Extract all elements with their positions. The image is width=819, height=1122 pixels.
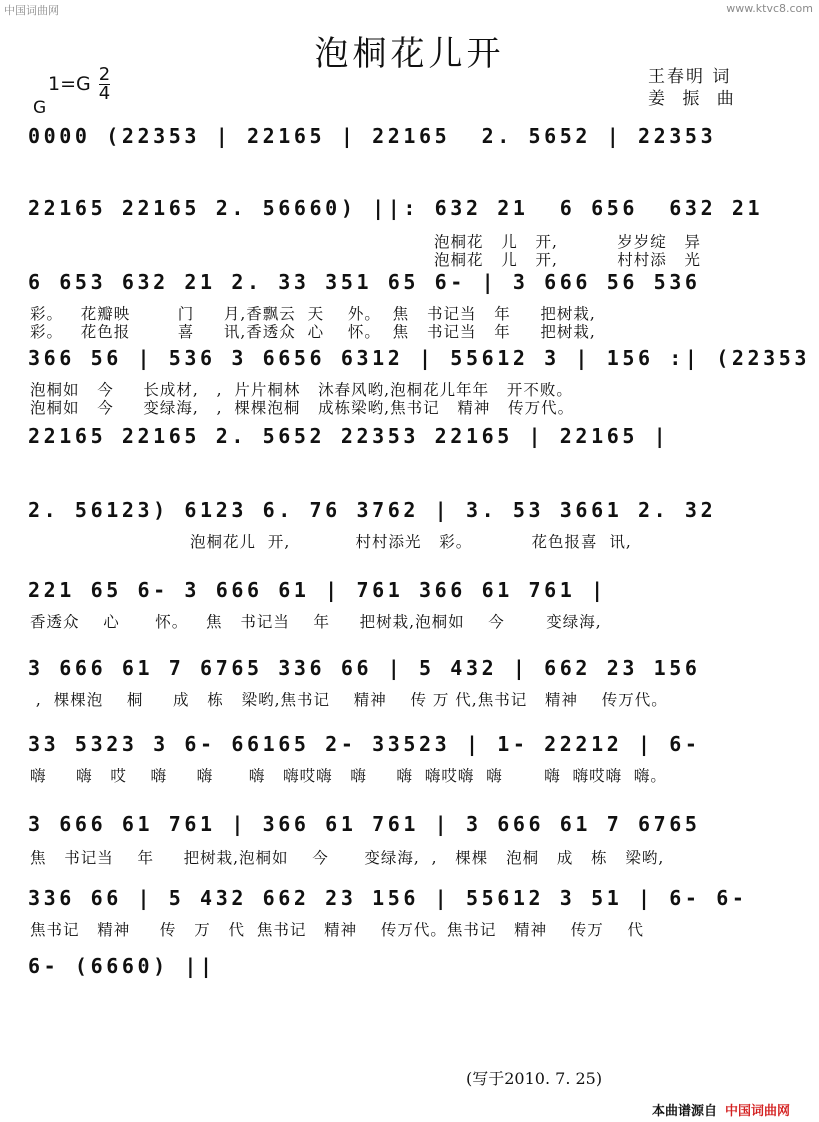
lyric-line: 泡桐如 今 变绿海, , 棵棵泡桐 成栋梁哟,焦书记 精神 传万代。: [30, 399, 575, 417]
score-row-6: 2. 56123) 6123 6. 76 3762 | 3. 53 3661 2. 32: [28, 498, 717, 522]
score-row-11: 336 66 | 5 432 662 23 156 | 55612 3 51 | 6- 6-: [28, 886, 748, 910]
lyric-line: , 棵棵泡 桐 成 栋 梁哟,焦书记 精神 传 万 代,焦书记 精神 传万代。: [30, 691, 668, 709]
score-row-9: 33 5323 3 6- 66165 2- 33523 | 1- 22212 | 6-: [28, 732, 701, 756]
score-row-12: 6- (6660) ||: [28, 954, 216, 978]
footer-source: [652, 1100, 790, 1119]
score-row-8: 3 666 61 7 6765 336 66 | 5 432 | 662 23 156: [28, 656, 701, 680]
score-row-4: 366 56 | 536 3 6656 6312 | 55612 3 | 156 :| (22353: [28, 346, 811, 370]
site-watermark-left: 中国词曲网: [4, 4, 59, 17]
key-label: 1=G: [48, 73, 91, 95]
lyric-line: 彩。 花色报 喜 讯,香透众 心 怀。 焦 书记当 年 把树栽,: [30, 323, 596, 341]
date-written: (写于2010. 7. 25): [466, 1069, 603, 1088]
score-row-5: 22165 22165 2. 5652 22353 22165 | 22165 |: [28, 424, 670, 448]
lyric-line: 焦 书记当 年 把树栽,泡桐如 今 变绿海, , 棵棵 泡桐 成 栋 梁哟,: [30, 849, 665, 867]
time-denominator: 4: [98, 83, 111, 104]
time-signature: [99, 66, 110, 103]
footer-label: 本曲谱源自: [652, 1104, 718, 1119]
lyricist-credit: 王春明 词: [648, 67, 732, 87]
score-row-10: 3 666 61 761 | 366 61 761 | 3 666 61 7 6765: [28, 812, 701, 836]
lyric-line: 香透众 心 怀。 焦 书记当 年 把树栽,泡桐如 今 变绿海,: [30, 613, 602, 631]
score-row-1: 0000 (22353 | 22165 | 22165 2. 5652 | 22353: [28, 124, 717, 148]
lyric-line: 泡桐花儿 开, 村村添光 彩。 花色报喜 讯,: [190, 533, 632, 551]
key-signature: [48, 66, 110, 103]
composer-credit: 姜 振 曲: [648, 89, 740, 109]
score-row-2: 22165 22165 2. 56660) ||: 632 21 6 656 632 21: [28, 196, 764, 220]
song-title: 泡桐花儿开: [314, 34, 505, 74]
lyric-line: 焦书记 精神 传 万 代 焦书记 精神 传万代。焦书记 精神 传万 代: [30, 921, 645, 939]
footer-brand: 中国词曲网: [725, 1104, 791, 1119]
site-watermark-right: www.ktvc8.com: [726, 2, 813, 15]
score-row-3: 6 653 632 21 2. 33 351 65 6- | 3 666 56 536: [28, 270, 701, 294]
lyric-line: 泡桐如 今 长成材, , 片片桐林 沐春风哟,泡桐花儿年年 开不败。: [30, 381, 573, 399]
chord-start: G: [33, 98, 47, 118]
score-row-7: 221 65 6- 3 666 61 | 761 366 61 761 |: [28, 578, 607, 602]
lyric-line: 泡桐花 儿 开, 村村添 光: [434, 251, 702, 269]
lyric-line: 彩。 花瓣映 门 月,香飘云 天 外。 焦 书记当 年 把树栽,: [30, 305, 596, 323]
lyric-line: 嗨 嗨 哎 嗨 嗨 嗨 嗨哎嗨 嗨 嗨 嗨哎嗨 嗨 嗨 嗨哎嗨 嗨。: [30, 767, 667, 785]
lyric-line: 泡桐花 儿 开, 岁岁绽 异: [434, 233, 702, 251]
time-numerator: 2: [98, 64, 111, 85]
